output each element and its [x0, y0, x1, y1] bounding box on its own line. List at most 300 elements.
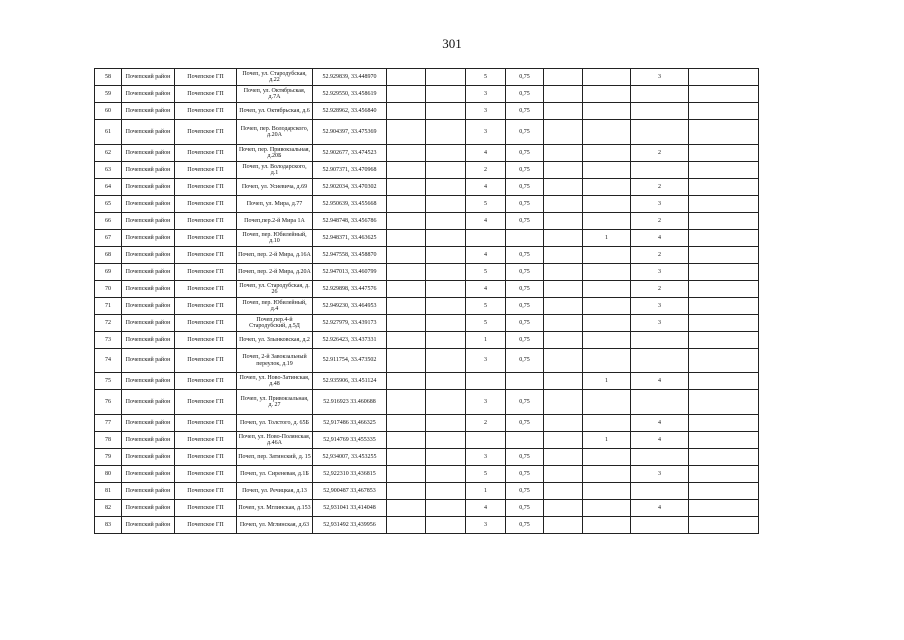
district-cell: Почепский район [122, 196, 175, 213]
column-11-cell [583, 86, 631, 103]
column-7-cell [426, 281, 466, 298]
column-12-cell: 3 [631, 298, 689, 315]
settlement-cell: Почепское ГП [175, 162, 237, 179]
settlement-cell: Почепское ГП [175, 120, 237, 145]
table-row [95, 449, 759, 466]
container-count-cell: 4 [466, 213, 506, 230]
row-number: 77 [95, 415, 122, 432]
coordinates-cell: 52.948371, 33.463625 [313, 230, 387, 247]
column-13-cell [689, 298, 759, 315]
settlement-cell: Почепское ГП [175, 449, 237, 466]
row-number: 80 [95, 466, 122, 483]
district-cell: Почепский район [122, 517, 175, 534]
container-volume-cell: 0,75 [506, 349, 544, 373]
address-cell: Почеп, пер. Володарского, д.20А [237, 120, 313, 145]
container-volume-cell: 0,75 [506, 264, 544, 281]
settlement-cell: Почепское ГП [175, 179, 237, 196]
container-count-cell: 4 [466, 179, 506, 196]
column-10-cell [544, 69, 583, 86]
column-7-cell [426, 315, 466, 332]
column-13-cell [689, 500, 759, 517]
column-12-cell: 2 [631, 145, 689, 162]
settlement-cell: Почепское ГП [175, 500, 237, 517]
column-10-cell [544, 415, 583, 432]
column-6-cell [387, 103, 426, 120]
table-row [95, 179, 759, 196]
settlement-cell: Почепское ГП [175, 332, 237, 349]
coordinates-cell: 52.926423, 33.437331 [313, 332, 387, 349]
container-volume-cell: 0,75 [506, 415, 544, 432]
column-13-cell [689, 281, 759, 298]
column-6-cell [387, 264, 426, 281]
settlement-cell: Почепское ГП [175, 298, 237, 315]
column-6-cell [387, 332, 426, 349]
district-cell: Почепский район [122, 432, 175, 449]
container-volume-cell: 0,75 [506, 298, 544, 315]
column-13-cell [689, 466, 759, 483]
row-number: 60 [95, 103, 122, 120]
coordinates-cell: 52.929839, 33.448970 [313, 69, 387, 86]
container-volume-cell: 0,75 [506, 466, 544, 483]
address-cell: Почеп, ул. Стародубская, д. 26 [237, 281, 313, 298]
table-row [95, 69, 759, 86]
address-cell: Почеп, ул. Ново-Затинская, д.48 [237, 373, 313, 390]
district-cell: Почепский район [122, 349, 175, 373]
page-number: 301 [442, 36, 462, 51]
settlement-cell: Почепское ГП [175, 103, 237, 120]
district-cell: Почепский район [122, 483, 175, 500]
column-7-cell [426, 449, 466, 466]
column-10-cell [544, 449, 583, 466]
container-volume-cell: 0,75 [506, 196, 544, 213]
column-12-cell: 3 [631, 264, 689, 281]
row-number: 70 [95, 281, 122, 298]
district-cell: Почепский район [122, 179, 175, 196]
column-6-cell [387, 196, 426, 213]
column-13-cell [689, 264, 759, 281]
settlement-cell: Почепское ГП [175, 517, 237, 534]
container-volume-cell: 0,75 [506, 213, 544, 230]
table-body [95, 69, 759, 534]
column-12-cell: 4 [631, 432, 689, 449]
column-6-cell [387, 415, 426, 432]
coordinates-cell: 52,922310 33,436815 [313, 466, 387, 483]
coordinates-cell: 52.935906, 33.451124 [313, 373, 387, 390]
settlement-cell: Почепское ГП [175, 213, 237, 230]
address-cell: Почеп, пер. Привокзальная, д.20Б [237, 145, 313, 162]
table-row [95, 120, 759, 145]
address-cell: Почеп, 2-й Завокзальный переулок, д.19 [237, 349, 313, 373]
coordinates-cell: 52.948748, 33.456786 [313, 213, 387, 230]
column-6-cell [387, 120, 426, 145]
column-11-cell: 1 [583, 230, 631, 247]
column-13-cell [689, 483, 759, 500]
container-count-cell: 3 [466, 390, 506, 415]
container-volume-cell: 0,75 [506, 162, 544, 179]
coordinates-cell: 52.950639, 33.455668 [313, 196, 387, 213]
column-10-cell [544, 247, 583, 264]
column-11-cell [583, 500, 631, 517]
row-number: 74 [95, 349, 122, 373]
container-count-cell: 4 [466, 281, 506, 298]
district-cell: Почепский район [122, 145, 175, 162]
column-10-cell [544, 466, 583, 483]
column-6-cell [387, 315, 426, 332]
row-number: 63 [95, 162, 122, 179]
column-7-cell [426, 69, 466, 86]
column-11-cell [583, 483, 631, 500]
coordinates-cell: 52.916923 33.460688 [313, 390, 387, 415]
district-cell: Почепский район [122, 86, 175, 103]
column-11-cell [583, 145, 631, 162]
column-11-cell [583, 247, 631, 264]
container-count-cell: 5 [466, 315, 506, 332]
row-number: 73 [95, 332, 122, 349]
column-10-cell [544, 196, 583, 213]
column-7-cell [426, 162, 466, 179]
container-count-cell: 3 [466, 86, 506, 103]
container-count-cell: 3 [466, 103, 506, 120]
column-7-cell [426, 349, 466, 373]
row-number: 62 [95, 145, 122, 162]
container-count-cell: 2 [466, 162, 506, 179]
container-count-cell: 3 [466, 449, 506, 466]
district-cell: Почепский район [122, 500, 175, 517]
column-7-cell [426, 179, 466, 196]
column-12-cell: 2 [631, 179, 689, 196]
coordinates-cell: 52.947013, 33.460799 [313, 264, 387, 281]
column-7-cell [426, 466, 466, 483]
container-volume-cell: 0,75 [506, 120, 544, 145]
column-11-cell [583, 120, 631, 145]
column-13-cell [689, 162, 759, 179]
column-6-cell [387, 247, 426, 264]
container-volume-cell [506, 432, 544, 449]
row-number: 83 [95, 517, 122, 534]
column-11-cell [583, 281, 631, 298]
table-row [95, 315, 759, 332]
column-6-cell [387, 449, 426, 466]
column-10-cell [544, 349, 583, 373]
column-12-cell: 2 [631, 281, 689, 298]
column-10-cell [544, 483, 583, 500]
column-7-cell [426, 415, 466, 432]
container-count-cell [466, 432, 506, 449]
address-cell: Почеп, ул. Мглинская, д.153 [237, 500, 313, 517]
address-cell: Почеп, ул. Володарского, д.1 [237, 162, 313, 179]
row-number: 82 [95, 500, 122, 517]
column-7-cell [426, 500, 466, 517]
column-11-cell [583, 103, 631, 120]
table-row [95, 86, 759, 103]
container-volume-cell: 0,75 [506, 145, 544, 162]
row-number: 64 [95, 179, 122, 196]
district-cell: Почепский район [122, 103, 175, 120]
column-7-cell [426, 264, 466, 281]
coordinates-cell: 52.907371, 33.470968 [313, 162, 387, 179]
column-11-cell: 1 [583, 373, 631, 390]
column-13-cell [689, 86, 759, 103]
district-cell: Почепский район [122, 120, 175, 145]
address-cell: Почеп, ул. Речицкая, д.13 [237, 483, 313, 500]
coordinates-cell: 52,900487 33,467853 [313, 483, 387, 500]
column-6-cell [387, 373, 426, 390]
settlement-cell: Почепское ГП [175, 415, 237, 432]
column-12-cell: 4 [631, 230, 689, 247]
column-10-cell [544, 120, 583, 145]
column-10-cell [544, 517, 583, 534]
column-10-cell [544, 264, 583, 281]
column-13-cell [689, 373, 759, 390]
column-7-cell [426, 120, 466, 145]
coordinates-cell: 52,931492 33,439956 [313, 517, 387, 534]
district-cell: Почепский район [122, 213, 175, 230]
address-cell: Почеп,пер.2-й Мира 1А [237, 213, 313, 230]
column-7-cell [426, 298, 466, 315]
column-7-cell [426, 230, 466, 247]
column-12-cell [631, 162, 689, 179]
district-cell: Почепский район [122, 264, 175, 281]
settlement-cell: Почепское ГП [175, 349, 237, 373]
address-cell: Почеп, ул. Толстого, д. 65Б [237, 415, 313, 432]
column-10-cell [544, 145, 583, 162]
container-count-cell [466, 230, 506, 247]
district-cell: Почепский район [122, 69, 175, 86]
column-7-cell [426, 103, 466, 120]
container-volume-cell: 0,75 [506, 247, 544, 264]
container-count-cell: 2 [466, 415, 506, 432]
column-13-cell [689, 449, 759, 466]
column-12-cell: 3 [631, 196, 689, 213]
column-11-cell [583, 213, 631, 230]
container-volume-cell: 0,75 [506, 103, 544, 120]
table-row [95, 196, 759, 213]
coordinates-cell: 52.927979, 33.439173 [313, 315, 387, 332]
table-row [95, 500, 759, 517]
container-count-cell: 1 [466, 483, 506, 500]
column-6-cell [387, 432, 426, 449]
column-11-cell [583, 69, 631, 86]
table-row [95, 373, 759, 390]
address-cell: Почеп, ул. Октябрьская, д.7А [237, 86, 313, 103]
district-cell: Почепский район [122, 466, 175, 483]
settlement-cell: Почепское ГП [175, 69, 237, 86]
district-cell: Почепский район [122, 230, 175, 247]
column-11-cell [583, 332, 631, 349]
column-7-cell [426, 196, 466, 213]
settlement-cell: Почепское ГП [175, 264, 237, 281]
column-13-cell [689, 179, 759, 196]
table-row [95, 432, 759, 449]
address-cell: Почеп, пер. 2-й Мира, д.20А [237, 264, 313, 281]
address-cell: Почеп, пер. Юбилейный, д.4 [237, 298, 313, 315]
district-cell: Почепский район [122, 247, 175, 264]
column-6-cell [387, 483, 426, 500]
row-number: 65 [95, 196, 122, 213]
column-11-cell [583, 196, 631, 213]
column-10-cell [544, 162, 583, 179]
column-12-cell: 3 [631, 69, 689, 86]
row-number: 61 [95, 120, 122, 145]
district-cell: Почепский район [122, 298, 175, 315]
column-11-cell [583, 264, 631, 281]
container-volume-cell: 0,75 [506, 483, 544, 500]
container-volume-cell: 0,75 [506, 86, 544, 103]
row-number: 81 [95, 483, 122, 500]
column-6-cell [387, 86, 426, 103]
row-number: 78 [95, 432, 122, 449]
row-number: 79 [95, 449, 122, 466]
table-row [95, 103, 759, 120]
column-7-cell [426, 145, 466, 162]
address-cell: Почеп, ул. Усиевича, д.69 [237, 179, 313, 196]
column-6-cell [387, 213, 426, 230]
column-12-cell: 4 [631, 500, 689, 517]
column-11-cell [583, 179, 631, 196]
column-11-cell [583, 415, 631, 432]
table-row [95, 466, 759, 483]
table-row [95, 145, 759, 162]
column-13-cell [689, 390, 759, 415]
column-10-cell [544, 432, 583, 449]
column-11-cell [583, 449, 631, 466]
coordinates-cell: 52,917486 33,466325 [313, 415, 387, 432]
column-6-cell [387, 466, 426, 483]
row-number: 71 [95, 298, 122, 315]
container-volume-cell: 0,75 [506, 315, 544, 332]
column-12-cell: 3 [631, 315, 689, 332]
address-cell: Почеп, ул. Злынковская, д.2 [237, 332, 313, 349]
container-volume-cell: 0,75 [506, 179, 544, 196]
row-number: 68 [95, 247, 122, 264]
district-cell: Почепский район [122, 415, 175, 432]
column-7-cell [426, 86, 466, 103]
district-cell: Почепский район [122, 449, 175, 466]
district-cell: Почепский район [122, 315, 175, 332]
settlement-cell: Почепское ГП [175, 196, 237, 213]
table-row [95, 230, 759, 247]
container-volume-cell: 0,75 [506, 69, 544, 86]
settlement-cell: Почепское ГП [175, 432, 237, 449]
container-volume-cell [506, 230, 544, 247]
column-12-cell [631, 517, 689, 534]
district-cell: Почепский район [122, 332, 175, 349]
column-12-cell [631, 390, 689, 415]
district-cell: Почепский район [122, 281, 175, 298]
settlement-cell: Почепское ГП [175, 315, 237, 332]
district-cell: Почепский район [122, 390, 175, 415]
column-13-cell [689, 103, 759, 120]
coordinates-cell: 52,934007, 33.453255 [313, 449, 387, 466]
table-row [95, 390, 759, 415]
container-count-cell: 5 [466, 466, 506, 483]
address-cell: Почеп, ул. Октябрьская, д.6 [237, 103, 313, 120]
settlement-cell: Почепское ГП [175, 281, 237, 298]
coordinates-cell: 52,931041 33,414048 [313, 500, 387, 517]
container-count-cell: 1 [466, 332, 506, 349]
table-row [95, 247, 759, 264]
row-number: 75 [95, 373, 122, 390]
column-7-cell [426, 247, 466, 264]
column-6-cell [387, 349, 426, 373]
container-volume-cell: 0,75 [506, 449, 544, 466]
row-number: 67 [95, 230, 122, 247]
coordinates-cell: 52.929550, 33.458619 [313, 86, 387, 103]
column-13-cell [689, 230, 759, 247]
column-13-cell [689, 247, 759, 264]
column-7-cell [426, 332, 466, 349]
column-6-cell [387, 281, 426, 298]
column-6-cell [387, 390, 426, 415]
column-6-cell [387, 145, 426, 162]
column-12-cell: 3 [631, 466, 689, 483]
column-10-cell [544, 213, 583, 230]
column-13-cell [689, 349, 759, 373]
table-row [95, 162, 759, 179]
address-cell: Почеп, ул. Привокзальная, д. 27 [237, 390, 313, 415]
container-count-cell: 5 [466, 69, 506, 86]
coordinates-cell: 52.928962, 33.456840 [313, 103, 387, 120]
column-13-cell [689, 145, 759, 162]
container-volume-cell: 0,75 [506, 390, 544, 415]
column-11-cell [583, 349, 631, 373]
column-13-cell [689, 332, 759, 349]
table-row [95, 264, 759, 281]
column-12-cell [631, 483, 689, 500]
column-10-cell [544, 230, 583, 247]
row-number: 69 [95, 264, 122, 281]
column-12-cell [631, 449, 689, 466]
address-cell: Почеп, ул. Ново-Полянская, д.46А [237, 432, 313, 449]
column-12-cell: 4 [631, 415, 689, 432]
column-6-cell [387, 517, 426, 534]
table-row [95, 213, 759, 230]
column-11-cell [583, 298, 631, 315]
row-number: 58 [95, 69, 122, 86]
column-12-cell [631, 103, 689, 120]
column-10-cell [544, 86, 583, 103]
row-number: 76 [95, 390, 122, 415]
column-10-cell [544, 390, 583, 415]
container-count-cell: 4 [466, 145, 506, 162]
table-row [95, 349, 759, 373]
column-10-cell [544, 500, 583, 517]
column-7-cell [426, 483, 466, 500]
coordinates-cell: 52.902034, 33.470302 [313, 179, 387, 196]
address-cell: Почеп, пер. Юбилейный, д.10 [237, 230, 313, 247]
coordinates-cell: 52.947558, 33.458870 [313, 247, 387, 264]
address-cell: Почеп, ул. Сиреневая, д.1Б [237, 466, 313, 483]
container-count-cell: 5 [466, 196, 506, 213]
container-count-cell: 3 [466, 120, 506, 145]
table-row [95, 415, 759, 432]
column-12-cell [631, 86, 689, 103]
column-10-cell [544, 103, 583, 120]
column-7-cell [426, 432, 466, 449]
column-12-cell [631, 349, 689, 373]
column-11-cell [583, 315, 631, 332]
container-volume-cell: 0,75 [506, 517, 544, 534]
container-count-cell: 5 [466, 298, 506, 315]
column-13-cell [689, 69, 759, 86]
column-12-cell [631, 120, 689, 145]
container-count-cell: 3 [466, 349, 506, 373]
column-10-cell [544, 281, 583, 298]
settlement-cell: Почепское ГП [175, 247, 237, 264]
column-12-cell: 2 [631, 247, 689, 264]
address-cell: Почеп, ул. Стародубская, д.22 [237, 69, 313, 86]
row-number: 72 [95, 315, 122, 332]
